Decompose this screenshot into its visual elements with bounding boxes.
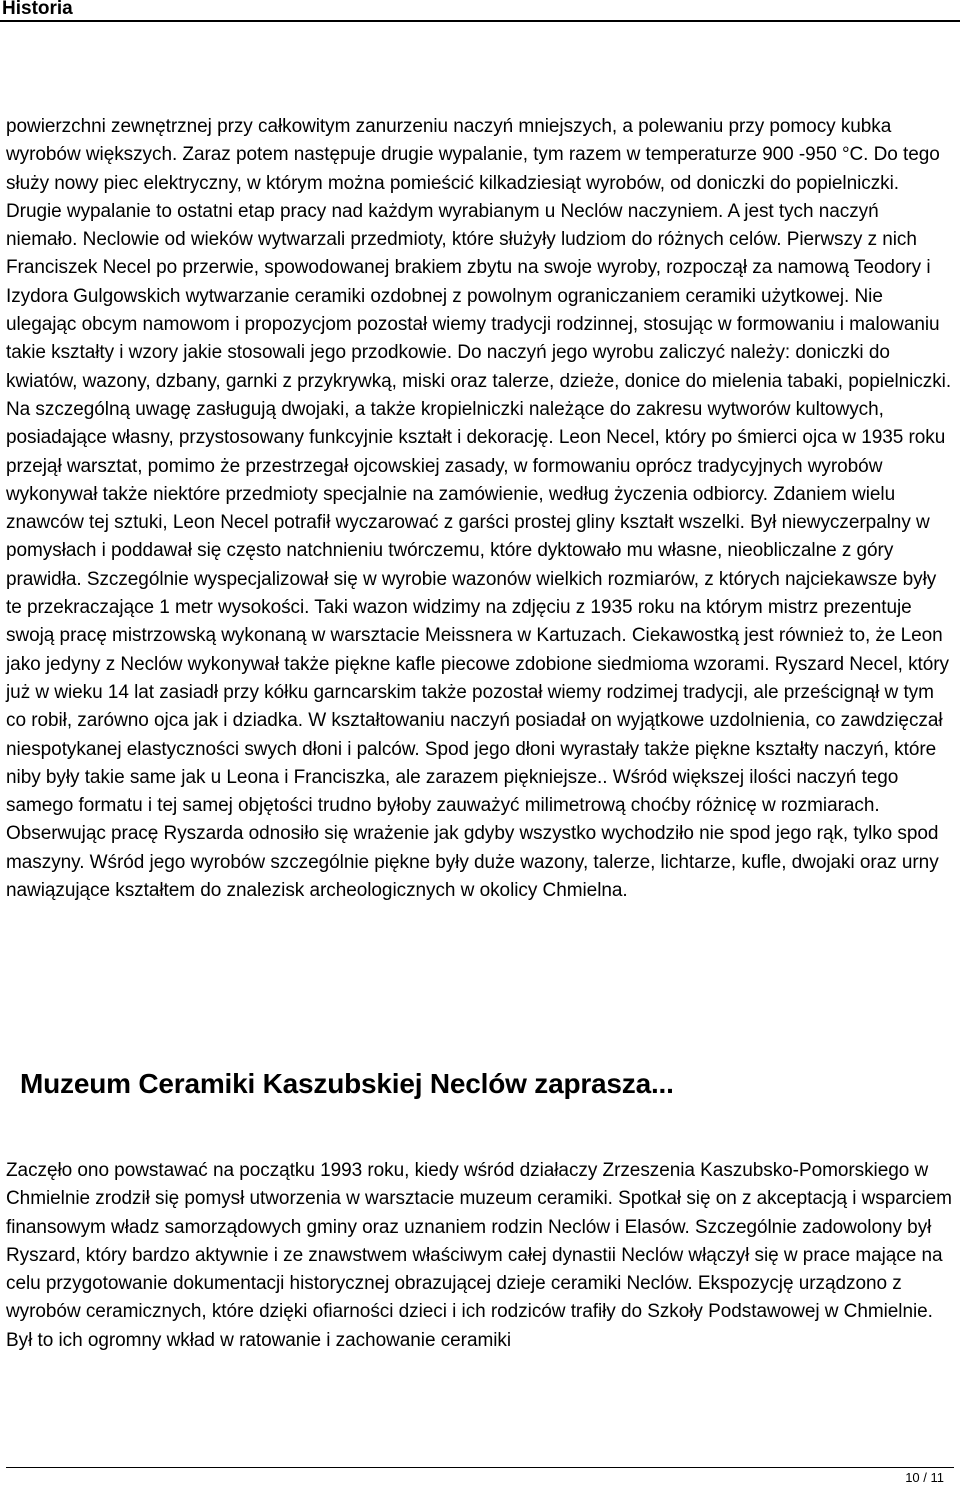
- page-header: [0, 0, 960, 22]
- section-heading-museum: Muzeum Ceramiki Kaszubskiej Neclów zaprasza...: [20, 1068, 674, 1099]
- header-title: Historia: [2, 0, 73, 19]
- footer-divider: [6, 1467, 954, 1468]
- body-paragraph-history: powierzchni zewnętrznej przy całkowitym zanurzeniu naczyń mniejszych, a polewaniu przy pomocy kubka wyrobów większych. Zaraz potem następuje drugie wypalanie, tym razem w temperaturze 900 -950 °C. Do tego służy nowy piec elektryczny, w którym można pomieścić kilkadziesiąt wyrobów, od doniczki do popielniczki. Drugie wypalanie to ostatni etap pracy nad każdym wyrabianym u Neclów naczyniem. A jest tych naczyń niemało. Neclowie od wieków wytwarzali przedmioty, które służyły ludziom do różnych celów. Pierwszy z nich Franciszek Necel po przerwie, spowodowanej brakiem zbytu na swoje wyroby, rozpoczął za namową Teodory i Izydora Gulgowskich wytwarzanie ceramiki ozdobnej z powolnym ograniczaniem ceramiki użytkowej. Nie ulegając obcym namowom i propozycjom pozostał wiemy tradycji rodzinnej, stosując w formowaniu i malowaniu takie kształty i wzory jakie stosowali jego przodkowie. Do naczyń jego wyrobu zaliczyć należy: doniczki do kwiatów, wazony, dzbany, garnki z przykrywką, miski oraz talerze, dzieże, donice do mielenia tabaki, popielniczki. Na szczególną uwagę zasługują dwojaki, a także kropielniczki należące do zakresu wytworów kultowych, posiadające własny, przystosowany funkcyjnie kształt i dekorację. Leon Necel, który po śmierci ojca w 1935 roku przejął warsztat, pomimo że przestrzegał ojcowskiej zasady, w formowaniu oprócz tradycyjnych wyrobów wykonywał także niektóre przedmioty specjalnie na zamówienie, według życzenia odbiorcy. Zdaniem wielu znawców tej sztuki, Leon Necel potrafił wyczarować z garści prostej gliny kształt wszelki. Był niewyczerpalny w pomysłach i poddawał się często natchnieniu twórczemu, które dyktowało mu własne, nieobliczalne z góry prawidła. Szczególnie wyspecjalizował się w wyrobie wazonów wielkich rozmiarów, z których najciekawsze były te przekraczające 1 metr wysokości. Taki wazon widzimy na zdjęciu z 1935 roku na którym mistrz prezentuje swoją pracę mistrzowską wykonaną w warsztacie Meissnera w Kartuzach. Ciekawostką jest również to, że Leon jako jedyny z Neclów wykonywał także piękne kafle piecowe zdobione siedmioma wzorami. Ryszard Necel, który już w wieku 14 lat zasiadł przy kółku garncarskim także pozostał wiemy rodzimej tradycji, ale prześcignął w tym co robił, zarówno ojca jak i dziadka. W kształtowaniu naczyń posiadał on wyjątkowe uzdolnienia, co zawdzięczał niespotykanej elastyczności swych dłoni i palców. Spod jego dłoni wyrastały także piękne kształty naczyń, które niby były takie same jak u Leona i Franciszka, ale zarazem piękniejsze.. Wśród większej ilości naczyń tego samego formatu i tej samej objętości trudno byłoby zauważyć milimetrową choćby różnicę w rozmiarach. Obserwując pracę Ryszarda odnosiło się wrażenie jak gdyby wszystko wychodziło nie spod jego rąk, tylko spod maszyny. Wśród jego wyrobów szczególnie piękne były duże wazony, talerze, lichtarze, kufle, dwojaki oraz urny nawiązujące kształtem do znalezisk archeologicznych w okolicy Chmielna.: [6, 116, 952, 902]
- page-number: 10 / 11: [905, 1470, 944, 1485]
- body-paragraph-museum: Zaczęło ono powstawać na początku 1993 roku, kiedy wśród działaczy Zrzeszenia Kaszubsko-Pomorskiego w Chmielnie zrodził się pomysł utworzenia w warsztacie muzeum ceramiki. Spotkał się on z akceptacją i wsparciem finansowym władz samorządowych gminy oraz uznaniem rodzin Neclów i Elasów. Szczególnie zadowolony był Ryszard, który bardzo aktywnie i ze znawstwem właściwym całej dynastii Neclów włączył się w prace mające na celu przygotowanie dokumentacji historycznej obrazującej dzieje ceramiki Neclów. Ekspozycję urządzono z wyrobów ceramicznych, które dzięki ofiarności dzieci i ich rodziców trafiły do Szkoły Podstawowej w Chmielnie. Był to ich ogromny wkład w ratowanie i zachowanie ceramiki: [6, 1160, 952, 1351]
